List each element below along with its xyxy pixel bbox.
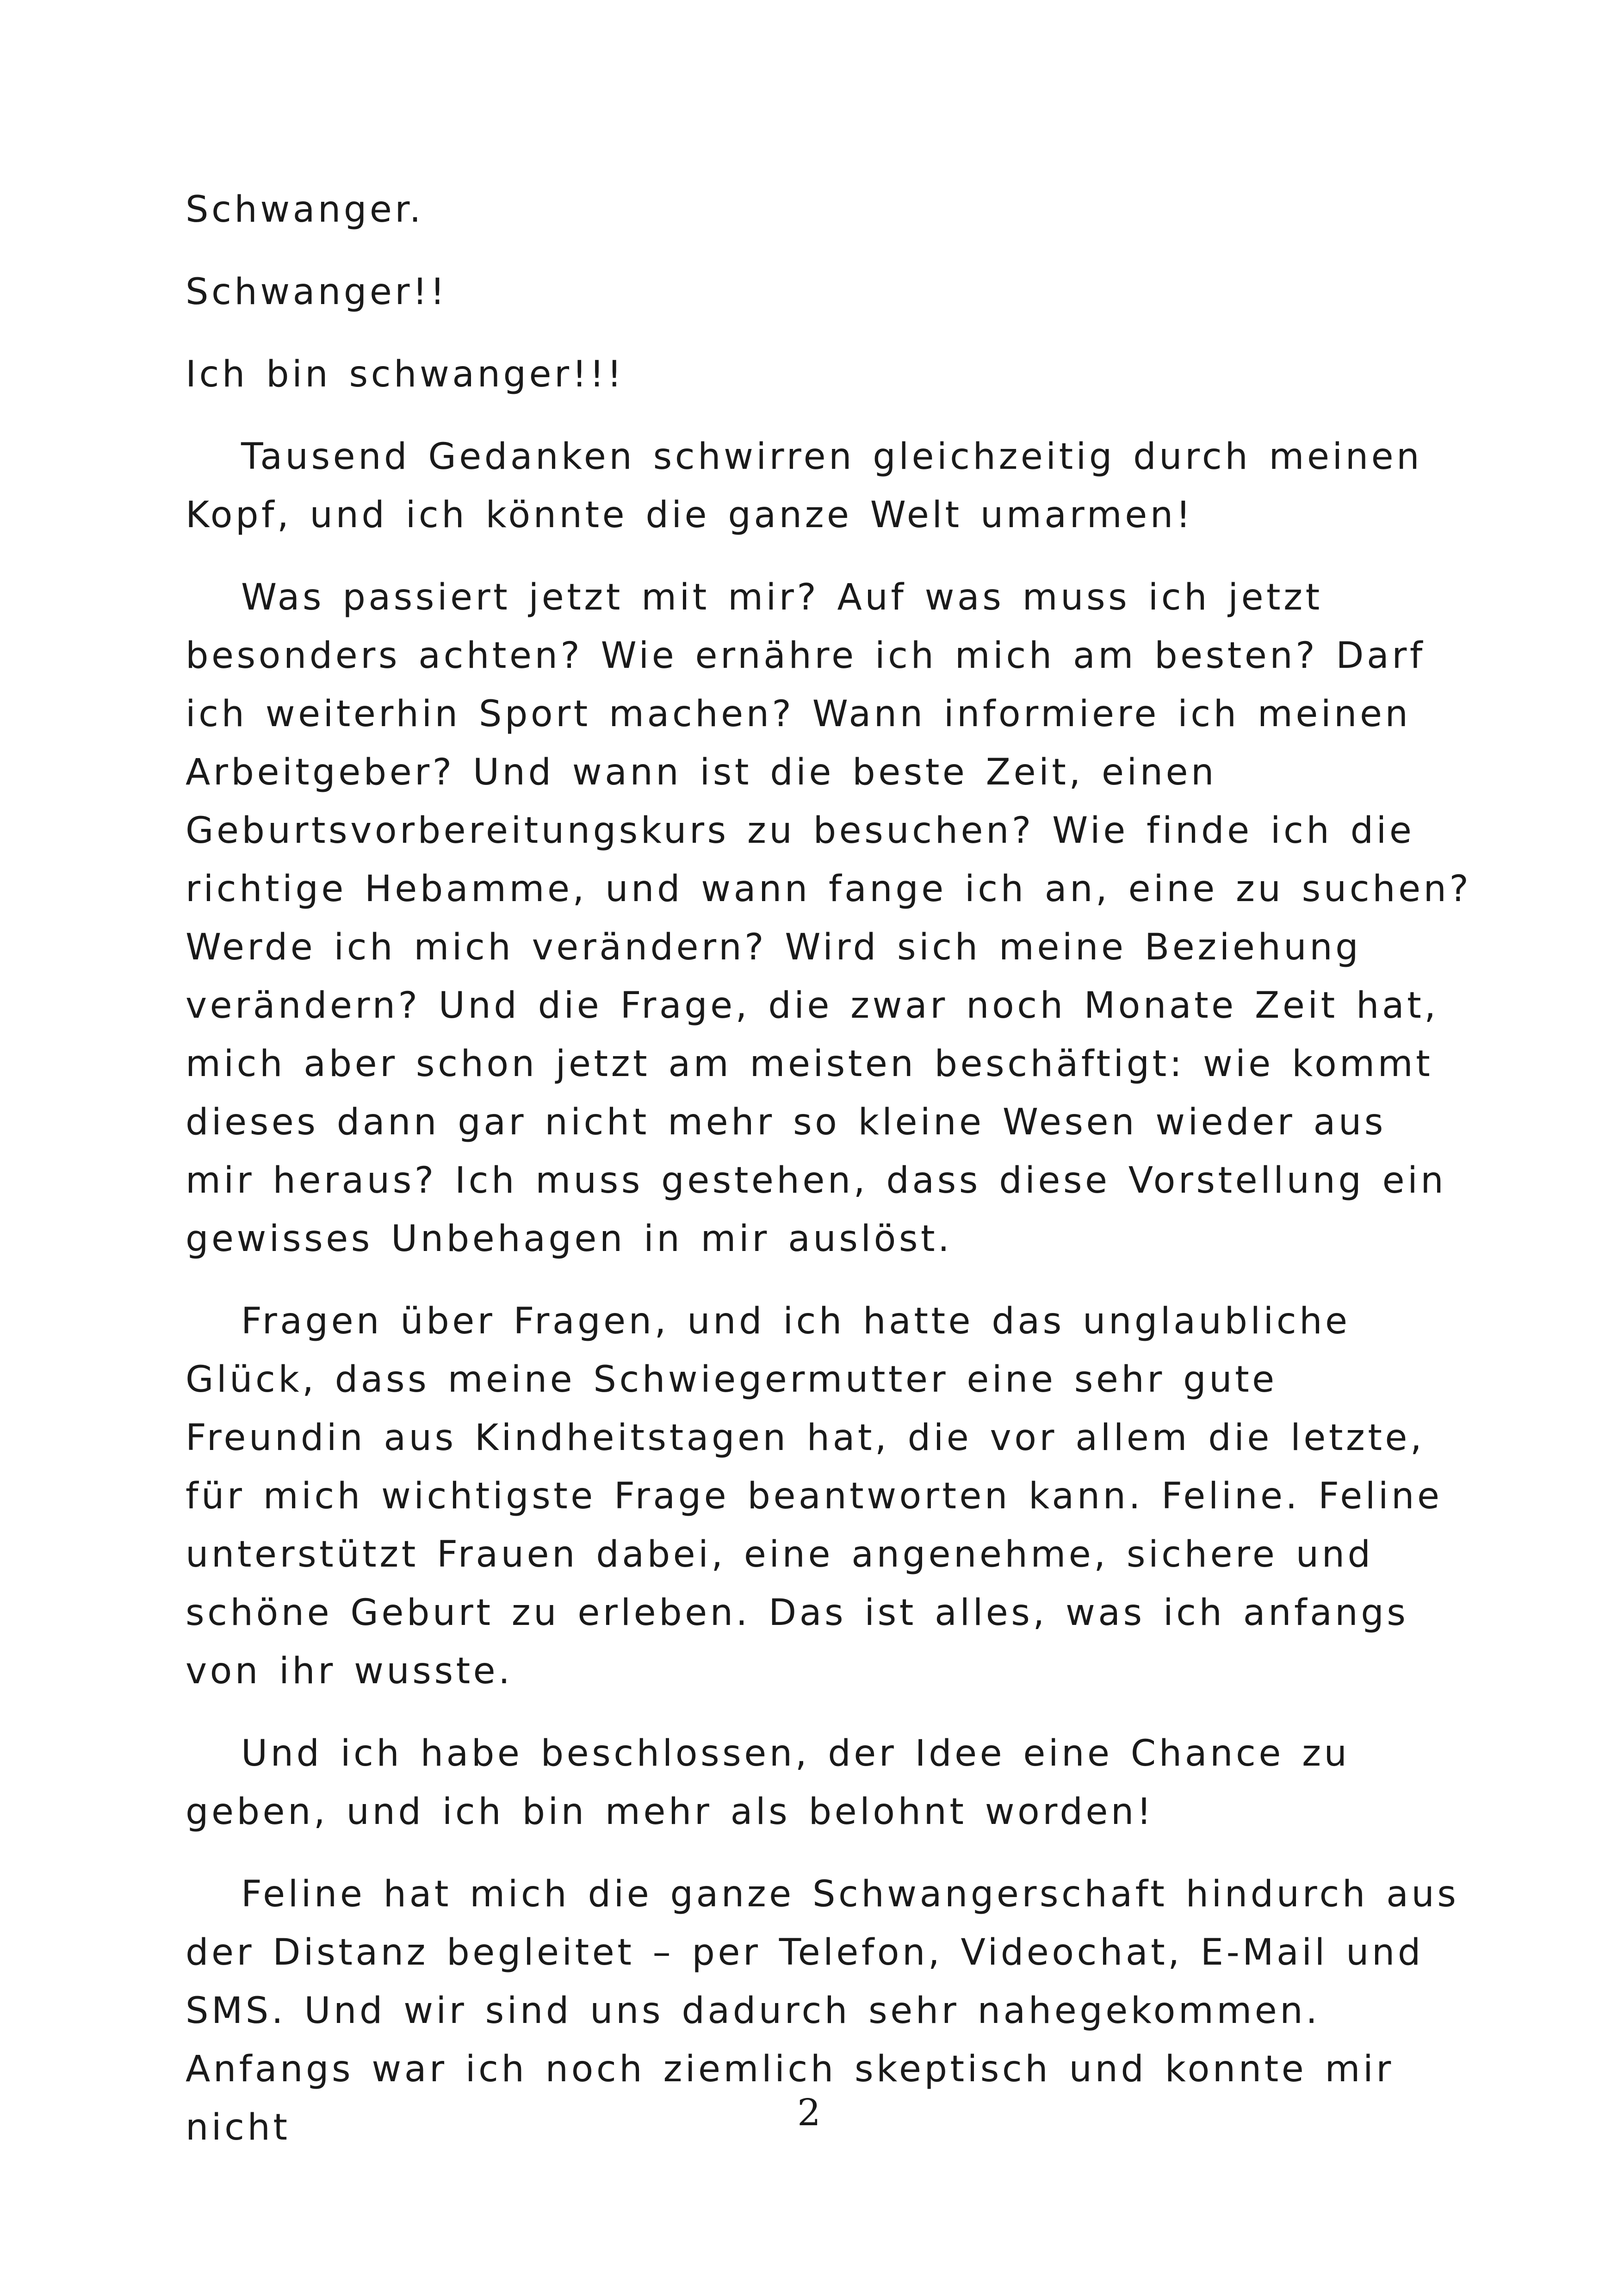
paragraph-5: Was passiert jetzt mit mir? Auf was muss ich jetzt besonders achten? Wie ernähre ich mich am besten? Darf ich weiterhin Sport machen? Wann informiere ich meinen Arbeitgeber? Und wann ist die beste Zeit, einen Geburtsvorbereitungskurs zu besuchen? Wie finde ich die richtige Hebamme, und wann fange ich an, eine zu suchen? Werde ich mich verändern? Wird sich meine Beziehung verändern? Und die Frage, die zwar noch Monate Zeit hat, mich aber schon jetzt am meisten beschäftigt: wie kommt dieses dann gar nicht mehr so kleine Wesen wieder aus mir heraus? Ich muss gestehen, dass diese Vorstellung ein gewisses Unbehagen in mir auslöst. bbox=[186, 577, 1472, 1260]
page-body bbox=[186, 180, 1472, 2157]
paragraph-6: Fragen über Fragen, und ich hatte das unglaubliche Glück, dass meine Schwiegermutter eine sehr gute Freundin aus Kindheitstagen hat, die vor allem die letzte, für mich wichtigste Frage beantworten kann. Feline. Feline unterstützt Frauen dabei, eine angenehme, sichere und schöne Geburt zu erleben. Das ist alles, was ich anfangs von ihr wusste. bbox=[186, 1300, 1443, 1692]
paragraph-1: Schwanger. bbox=[186, 189, 424, 230]
paragraph-3: Ich bin schwanger!!! bbox=[186, 354, 625, 395]
paragraph-7: Und ich habe beschlossen, der Idee eine Chance zu geben, und ich bin mehr als belohnt worden! bbox=[186, 1733, 1350, 1833]
paragraph-4: Tausend Gedanken schwirren gleichzeitig durch meinen Kopf, und ich könnte die ganze Welt umarmen! bbox=[186, 436, 1423, 536]
paragraph-8: Feline hat mich die ganze Schwangerschaft hindurch aus der Distanz begleitet – per Telefon, Videochat, E-Mail und SMS. Und wir sind uns dadurch sehr nahegekommen. Anfangs war ich noch ziemlich skeptisch und konnte mir nicht bbox=[186, 1873, 1459, 2148]
paragraph-2: Schwanger!! bbox=[186, 271, 448, 313]
page-number: 2 bbox=[797, 2091, 821, 2134]
